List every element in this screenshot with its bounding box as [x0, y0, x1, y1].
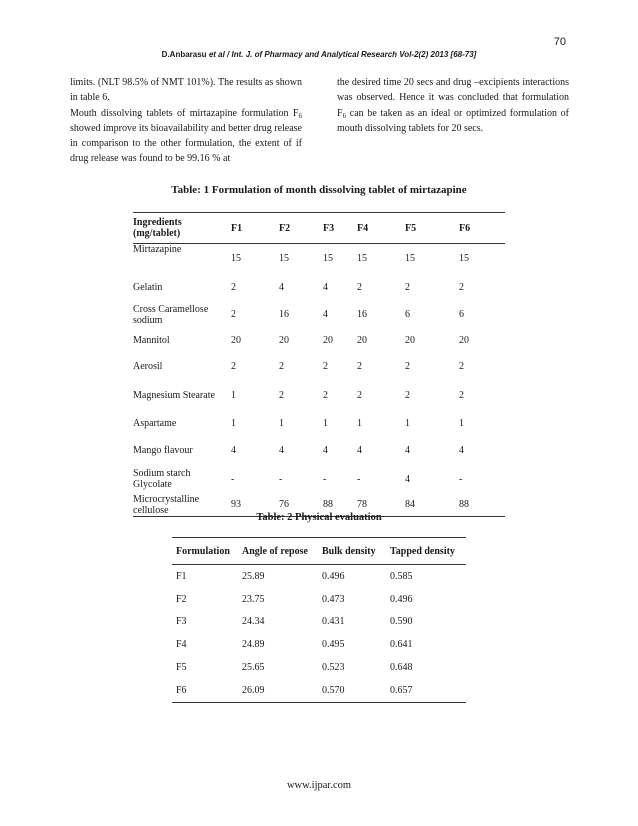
evaluation-cell: F6 — [176, 684, 187, 696]
quantity-cell: 4 — [279, 281, 284, 293]
quantity-cell: 4 — [357, 444, 362, 456]
quantity-cell: - — [459, 473, 463, 485]
table2-row — [172, 611, 466, 634]
quantity-cell: 88 — [323, 499, 333, 510]
right-subscript: 6 — [342, 111, 347, 120]
table1-header-row — [133, 213, 505, 244]
quantity-cell: 2 — [405, 281, 410, 293]
table1-row — [133, 465, 505, 494]
quantity-cell: - — [279, 473, 283, 485]
evaluation-cell: 0.648 — [390, 662, 413, 674]
table1-header-cell: F4 — [357, 213, 405, 244]
table1-header-cell: Ingredients (mg/tablet) — [133, 213, 229, 244]
quantity-cell: 2 — [405, 360, 410, 372]
table2-row — [172, 679, 466, 702]
quantity-cell: 76 — [279, 499, 289, 510]
quantity-cell: 4 — [405, 444, 410, 456]
quantity-cell: 4 — [405, 473, 410, 485]
formulation-table — [133, 212, 505, 517]
table2-row — [172, 633, 466, 656]
quantity-cell: 15 — [323, 253, 333, 265]
ingredient-name: Aerosil — [133, 360, 163, 372]
quantity-cell: 2 — [357, 360, 362, 372]
footer-url: www.ijpar.com — [286, 780, 352, 791]
table2-header-cell: Formulation — [172, 538, 238, 565]
evaluation-cell: 0.496 — [390, 593, 413, 605]
evaluation-cell: 0.495 — [322, 639, 345, 651]
evaluation-cell: 0.570 — [322, 684, 345, 696]
table1-title: Table: 1 Formulation of month dissolving tablet of mirtazapine — [171, 184, 467, 196]
right-part-b: can be taken as an ideal or optimized formulation of mouth dissolving tablets for 20 secs. — [337, 107, 569, 134]
quantity-cell: 2 — [231, 360, 236, 372]
table1-row — [133, 329, 505, 353]
table1-row — [133, 436, 505, 465]
table1-row — [133, 301, 505, 329]
quantity-cell: 15 — [279, 253, 289, 265]
quantity-cell: 4 — [459, 444, 464, 456]
quantity-cell: 15 — [459, 253, 469, 265]
page-number: 70 — [553, 36, 566, 48]
table1-body — [133, 244, 505, 517]
evaluation-cell: 25.89 — [242, 570, 265, 582]
left-paragraph-1: limits. (NLT 98.5% of NMT 101%). The results as shown in table 6. — [70, 77, 302, 104]
ingredient-name: Microcrystalline cellulose — [133, 493, 200, 516]
table2-header-cell: Bulk density — [318, 538, 386, 565]
table2-row — [172, 588, 466, 611]
quantity-cell: 20 — [459, 335, 469, 346]
table1-header-cell: F6 — [459, 213, 505, 244]
right-column — [337, 75, 569, 136]
table1-header-cell: F1 — [229, 213, 279, 244]
quantity-cell: 1 — [279, 417, 284, 429]
quantity-cell: 15 — [231, 253, 241, 265]
evaluation-cell: F4 — [176, 639, 187, 651]
quantity-cell: 6 — [459, 309, 464, 320]
quantity-cell: 2 — [357, 389, 362, 401]
table2-row — [172, 656, 466, 679]
evaluation-cell: 24.89 — [242, 639, 265, 651]
physical-evaluation-table — [172, 537, 466, 703]
ingredient-name: Sodium starch Glycolate — [133, 468, 191, 490]
table2-header-row — [172, 538, 466, 565]
quantity-cell: 20 — [279, 335, 289, 346]
quantity-cell: 16 — [279, 309, 289, 320]
quantity-cell: 2 — [279, 360, 284, 372]
left-column — [70, 75, 302, 167]
evaluation-cell: 23.75 — [242, 593, 265, 605]
ingredient-name: Aspartame — [133, 417, 177, 429]
running-header — [0, 50, 638, 59]
quantity-cell: 1 — [405, 417, 410, 429]
left-p2-part-a: Mouth dissolving tablets of mirtazapine formulation F — [70, 107, 299, 119]
evaluation-cell: 0.641 — [390, 639, 413, 651]
quantity-cell: - — [323, 473, 327, 485]
quantity-cell: 2 — [323, 360, 328, 372]
evaluation-cell: 24.34 — [242, 616, 265, 628]
evaluation-cell: 0.590 — [390, 616, 413, 628]
quantity-cell: 2 — [323, 389, 328, 401]
quantity-cell: 2 — [279, 389, 284, 401]
quantity-cell: - — [357, 473, 361, 485]
evaluation-cell: 0.473 — [322, 593, 345, 605]
table1-row — [133, 244, 505, 274]
ingredient-name: Mirtazapine — [133, 244, 182, 255]
quantity-cell: 4 — [323, 309, 328, 320]
quantity-cell: 15 — [405, 253, 415, 265]
quantity-cell: 1 — [357, 417, 362, 429]
evaluation-cell: 0.431 — [322, 616, 345, 628]
quantity-cell: 2 — [357, 281, 362, 293]
quantity-cell: 1 — [231, 417, 236, 429]
quantity-cell: 78 — [357, 499, 367, 510]
evaluation-cell: 26.09 — [242, 684, 265, 696]
quantity-cell: 2 — [405, 389, 410, 401]
quantity-cell: 20 — [231, 335, 241, 346]
table1-row — [133, 274, 505, 301]
quantity-cell: 2 — [459, 281, 464, 293]
table2-header-cell: Tapped density — [386, 538, 466, 565]
evaluation-cell: F1 — [176, 570, 187, 582]
left-paragraph-2 — [70, 106, 302, 167]
quantity-cell: - — [231, 473, 235, 485]
ingredient-name: Mannitol — [133, 335, 170, 346]
table1-row — [133, 411, 505, 436]
quantity-cell: 2 — [231, 309, 236, 320]
quantity-cell: 1 — [323, 417, 328, 429]
evaluation-cell: F2 — [176, 593, 187, 605]
evaluation-cell: F3 — [176, 616, 187, 628]
table1-header-cell: F5 — [405, 213, 459, 244]
ingredient-name: Cross Caramellose sodium — [133, 303, 209, 326]
right-part-a: the desired time 20 secs and drug –excipients interactions was observed. Hence it was concluded that formulation F — [337, 77, 569, 119]
quantity-cell: 2 — [459, 360, 464, 372]
quantity-cell: 20 — [405, 335, 415, 346]
quantity-cell: 4 — [323, 281, 328, 293]
quantity-cell: 4 — [279, 444, 284, 456]
quantity-cell: 1 — [231, 389, 236, 401]
quantity-cell: 2 — [231, 281, 236, 293]
ingredient-name: Gelatin — [133, 281, 163, 293]
ingredient-name: Mango flavour — [133, 444, 193, 456]
table2-title: Table: 2 Physical evaluation — [256, 512, 382, 523]
left-p2-part-b: showed improve its bioavailability and better drug release in comparison to the other formulation, the extent of if drug release was found to be 99.16 % at — [70, 122, 302, 165]
header-author: D.Anbarasu — [161, 50, 207, 59]
left-p2-subscript: 6 — [298, 111, 302, 120]
quantity-cell: 20 — [323, 335, 333, 346]
quantity-cell: 2 — [459, 389, 464, 401]
quantity-cell: 16 — [357, 309, 367, 320]
right-paragraph — [337, 75, 569, 136]
evaluation-cell: 25.65 — [242, 662, 265, 674]
quantity-cell: 15 — [357, 253, 367, 265]
table1-row — [133, 380, 505, 411]
evaluation-cell: 0.496 — [322, 570, 345, 582]
table2-row — [172, 565, 466, 588]
table1-header-cell: F3 — [323, 213, 357, 244]
evaluation-cell: F5 — [176, 662, 187, 674]
quantity-cell: 88 — [459, 499, 469, 510]
quantity-cell: 84 — [405, 499, 415, 510]
evaluation-cell: 0.585 — [390, 570, 413, 582]
quantity-cell: 1 — [459, 417, 464, 429]
ingredient-name: Magnesium Stearate — [133, 389, 215, 401]
quantity-cell: 4 — [323, 444, 328, 456]
header-journal: et al / Int. J. of Pharmacy and Analytical Research Vol-2(2) 2013 [68-73] — [208, 50, 477, 59]
evaluation-cell: 0.657 — [390, 684, 413, 696]
table2-body — [172, 565, 466, 703]
table2-header-cell: Angle of repose — [238, 538, 318, 565]
table1-row — [133, 353, 505, 380]
quantity-cell: 4 — [231, 444, 236, 456]
quantity-cell: 6 — [405, 309, 410, 320]
quantity-cell: 20 — [357, 335, 367, 346]
evaluation-cell: 0.523 — [322, 662, 345, 674]
quantity-cell: 93 — [231, 499, 241, 510]
table1-header-cell: F2 — [279, 213, 323, 244]
